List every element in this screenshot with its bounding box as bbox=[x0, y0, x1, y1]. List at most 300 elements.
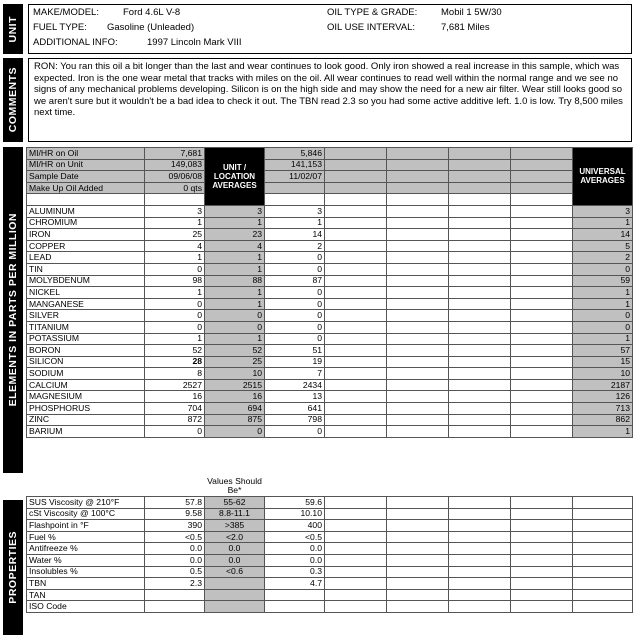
element-universal-average: 0 bbox=[573, 263, 633, 275]
empty-universal-cell bbox=[573, 566, 633, 578]
empty-sample-cell bbox=[449, 333, 511, 345]
empty-universal-cell bbox=[573, 520, 633, 532]
element-sample1-value: 1 bbox=[145, 287, 205, 299]
element-sample1-value: 16 bbox=[145, 391, 205, 403]
empty-sample-cell bbox=[325, 321, 387, 333]
property-sample2-value: <0.5 bbox=[265, 531, 325, 543]
property-sample1-value: 0.0 bbox=[145, 543, 205, 555]
empty-sample-cell bbox=[449, 287, 511, 299]
element-location-average: 52 bbox=[205, 345, 265, 357]
empty-sample-cell bbox=[449, 426, 511, 438]
element-sample2-value: 0 bbox=[265, 287, 325, 299]
property-name: Water % bbox=[27, 554, 145, 566]
empty-sample-cell bbox=[511, 217, 573, 229]
element-name: NICKEL bbox=[27, 287, 145, 299]
element-row bbox=[27, 229, 633, 241]
property-sample2-value: 400 bbox=[265, 520, 325, 532]
element-location-average: 0 bbox=[205, 310, 265, 322]
property-row bbox=[27, 601, 633, 613]
element-sample2-value: 0 bbox=[265, 333, 325, 345]
element-universal-average: 1 bbox=[573, 217, 633, 229]
info-row bbox=[27, 171, 633, 183]
empty-sample-cell bbox=[325, 310, 387, 322]
empty-sample-cell bbox=[387, 543, 449, 555]
empty-sample-cell bbox=[449, 171, 511, 183]
element-name: ALUMINUM bbox=[27, 205, 145, 217]
empty-sample-cell bbox=[449, 520, 511, 532]
empty-sample-cell bbox=[511, 182, 573, 194]
element-row bbox=[27, 252, 633, 264]
property-should-be-value bbox=[205, 578, 265, 590]
property-should-be-value: 8.8-11.1 bbox=[205, 508, 265, 520]
property-sample2-value bbox=[265, 601, 325, 613]
element-row bbox=[27, 426, 633, 438]
empty-sample-cell bbox=[449, 263, 511, 275]
element-location-average: 1 bbox=[205, 263, 265, 275]
empty-sample-cell bbox=[449, 159, 511, 171]
empty-sample-cell bbox=[449, 403, 511, 415]
element-row bbox=[27, 368, 633, 380]
empty-sample-cell bbox=[449, 275, 511, 287]
property-row bbox=[27, 554, 633, 566]
values-should-be-header: Values Should Be* bbox=[207, 476, 262, 495]
empty-sample-cell bbox=[387, 578, 449, 590]
element-name: TITANIUM bbox=[27, 321, 145, 333]
element-sample2-value: 0 bbox=[265, 263, 325, 275]
spacer-cell bbox=[265, 194, 325, 206]
header-spacer bbox=[265, 476, 325, 497]
empty-universal-cell bbox=[573, 601, 633, 613]
spacer-cell bbox=[449, 194, 511, 206]
empty-sample-cell bbox=[325, 520, 387, 532]
element-row bbox=[27, 287, 633, 299]
empty-sample-cell bbox=[449, 356, 511, 368]
empty-sample-cell bbox=[511, 263, 573, 275]
element-sample1-value: 704 bbox=[145, 403, 205, 415]
element-universal-average: 1 bbox=[573, 426, 633, 438]
element-row bbox=[27, 356, 633, 368]
empty-sample-cell bbox=[449, 566, 511, 578]
element-location-average: 88 bbox=[205, 275, 265, 287]
empty-sample-cell bbox=[325, 368, 387, 380]
empty-sample-cell bbox=[511, 229, 573, 241]
sample1-value: 149,083 bbox=[145, 159, 205, 171]
element-name: ZINC bbox=[27, 414, 145, 426]
info-label: MI/HR on Oil bbox=[27, 148, 145, 160]
empty-sample-cell bbox=[325, 148, 387, 160]
property-row bbox=[27, 508, 633, 520]
property-should-be-value bbox=[205, 601, 265, 613]
empty-universal-cell bbox=[573, 543, 633, 555]
empty-sample-cell bbox=[511, 240, 573, 252]
property-sample1-value: 0.5 bbox=[145, 566, 205, 578]
element-name: CALCIUM bbox=[27, 379, 145, 391]
element-row bbox=[27, 275, 633, 287]
property-sample2-value: 4.7 bbox=[265, 578, 325, 590]
empty-sample-cell bbox=[387, 159, 449, 171]
property-should-be-value: 0.0 bbox=[205, 554, 265, 566]
empty-sample-cell bbox=[387, 426, 449, 438]
empty-sample-cell bbox=[325, 171, 387, 183]
element-sample2-value: 798 bbox=[265, 414, 325, 426]
empty-sample-cell bbox=[325, 356, 387, 368]
properties-section-label: PROPERTIES bbox=[3, 500, 23, 635]
empty-sample-cell bbox=[387, 287, 449, 299]
element-row bbox=[27, 205, 633, 217]
empty-sample-cell bbox=[325, 298, 387, 310]
empty-sample-cell bbox=[511, 414, 573, 426]
element-universal-average: 0 bbox=[573, 321, 633, 333]
element-universal-average: 1 bbox=[573, 298, 633, 310]
empty-sample-cell bbox=[387, 171, 449, 183]
empty-sample-cell bbox=[511, 171, 573, 183]
element-universal-average: 2 bbox=[573, 252, 633, 264]
element-sample2-value: 13 bbox=[265, 391, 325, 403]
unit-location-averages-header: UNIT / LOCATION AVERAGES bbox=[205, 148, 265, 206]
sample2-value: 141,153 bbox=[265, 159, 325, 171]
element-sample1-value: 2527 bbox=[145, 379, 205, 391]
property-name: SUS Viscosity @ 210°F bbox=[27, 497, 145, 509]
empty-sample-cell bbox=[387, 368, 449, 380]
element-sample2-value: 7 bbox=[265, 368, 325, 380]
spacer-cell bbox=[27, 194, 145, 206]
empty-sample-cell bbox=[511, 531, 573, 543]
property-sample2-value: 10.10 bbox=[265, 508, 325, 520]
element-row bbox=[27, 333, 633, 345]
empty-sample-cell bbox=[325, 508, 387, 520]
empty-sample-cell bbox=[387, 229, 449, 241]
empty-sample-cell bbox=[449, 205, 511, 217]
property-should-be-value: <0.6 bbox=[205, 566, 265, 578]
empty-sample-cell bbox=[511, 554, 573, 566]
element-name: MAGNESIUM bbox=[27, 391, 145, 403]
element-sample2-value: 19 bbox=[265, 356, 325, 368]
element-sample2-value: 0 bbox=[265, 310, 325, 322]
empty-sample-cell bbox=[387, 263, 449, 275]
element-universal-average: 10 bbox=[573, 368, 633, 380]
additional-info-value: 1997 Lincoln Mark VIII bbox=[147, 37, 242, 48]
property-should-be-value: 0.0 bbox=[205, 543, 265, 555]
property-name: Insolubles % bbox=[27, 566, 145, 578]
empty-sample-cell bbox=[387, 298, 449, 310]
empty-sample-cell bbox=[511, 543, 573, 555]
element-name: IRON bbox=[27, 229, 145, 241]
empty-sample-cell bbox=[511, 356, 573, 368]
empty-sample-cell bbox=[325, 240, 387, 252]
element-sample1-value: 872 bbox=[145, 414, 205, 426]
additional-info-label: ADDITIONAL INFO: bbox=[33, 37, 118, 48]
empty-sample-cell bbox=[325, 403, 387, 415]
comments-box: RON: You ran this oil a bit longer than the last and wear continues to look good. Only iron showed a real increase in this sample, which was expected. Iron is the one wear metal that tracks with miles on the oil. All wear continues to read well within the normal range and we see no signs of any mechanical problems developing. Silicon is on the high side and may show the need for a new air filter. Wear still looks good so we aren't sure but it wouldn't be a bad idea to check it out. The TBN read 2.3 so you had some active additive left. 1.0 is low. Try 8,500 miles next time. bbox=[28, 58, 632, 142]
element-location-average: 1 bbox=[205, 287, 265, 299]
property-sample2-value: 0.0 bbox=[265, 543, 325, 555]
fuel-type-label: FUEL TYPE: bbox=[33, 22, 87, 33]
sample2-value: 11/02/07 bbox=[265, 171, 325, 183]
element-row bbox=[27, 217, 633, 229]
empty-sample-cell bbox=[511, 497, 573, 509]
empty-sample-cell bbox=[387, 508, 449, 520]
element-row bbox=[27, 345, 633, 357]
empty-sample-cell bbox=[449, 391, 511, 403]
empty-sample-cell bbox=[387, 252, 449, 264]
empty-sample-cell bbox=[387, 310, 449, 322]
empty-sample-cell bbox=[449, 182, 511, 194]
element-location-average: 3 bbox=[205, 205, 265, 217]
property-sample1-value: <0.5 bbox=[145, 531, 205, 543]
empty-sample-cell bbox=[325, 497, 387, 509]
element-location-average: 4 bbox=[205, 240, 265, 252]
property-row bbox=[27, 578, 633, 590]
sample1-value: 0 qts bbox=[145, 182, 205, 194]
empty-sample-cell bbox=[449, 217, 511, 229]
empty-sample-cell bbox=[449, 601, 511, 613]
empty-sample-cell bbox=[325, 287, 387, 299]
empty-universal-cell bbox=[573, 531, 633, 543]
empty-sample-cell bbox=[449, 379, 511, 391]
spacer-cell bbox=[387, 194, 449, 206]
element-row bbox=[27, 391, 633, 403]
element-sample2-value: 0 bbox=[265, 321, 325, 333]
info-row bbox=[27, 148, 633, 160]
empty-sample-cell bbox=[511, 520, 573, 532]
empty-sample-cell bbox=[325, 391, 387, 403]
info-label: Make Up Oil Added bbox=[27, 182, 145, 194]
element-sample2-value: 1 bbox=[265, 217, 325, 229]
element-name: SILICON bbox=[27, 356, 145, 368]
comments-section-label: COMMENTS bbox=[3, 58, 23, 142]
property-row bbox=[27, 531, 633, 543]
properties-table bbox=[26, 476, 633, 613]
element-location-average: 2515 bbox=[205, 379, 265, 391]
empty-sample-cell bbox=[511, 589, 573, 601]
element-location-average: 0 bbox=[205, 426, 265, 438]
empty-sample-cell bbox=[449, 578, 511, 590]
empty-sample-cell bbox=[325, 263, 387, 275]
empty-universal-cell bbox=[573, 578, 633, 590]
property-name: Fuel % bbox=[27, 531, 145, 543]
element-location-average: 875 bbox=[205, 414, 265, 426]
element-sample1-value: 1 bbox=[145, 217, 205, 229]
element-sample2-value: 0 bbox=[265, 252, 325, 264]
element-name: MOLYBDENUM bbox=[27, 275, 145, 287]
spacer-cell bbox=[145, 194, 205, 206]
element-name: LEAD bbox=[27, 252, 145, 264]
empty-sample-cell bbox=[511, 391, 573, 403]
element-location-average: 1 bbox=[205, 298, 265, 310]
empty-sample-cell bbox=[325, 601, 387, 613]
element-universal-average: 862 bbox=[573, 414, 633, 426]
empty-sample-cell bbox=[511, 578, 573, 590]
element-sample1-value: 28 bbox=[145, 356, 205, 368]
element-sample2-value: 3 bbox=[265, 205, 325, 217]
empty-sample-cell bbox=[387, 275, 449, 287]
empty-sample-cell bbox=[387, 321, 449, 333]
empty-sample-cell bbox=[325, 589, 387, 601]
property-row bbox=[27, 566, 633, 578]
element-location-average: 23 bbox=[205, 229, 265, 241]
property-name: TAN bbox=[27, 589, 145, 601]
element-universal-average: 59 bbox=[573, 275, 633, 287]
empty-sample-cell bbox=[449, 543, 511, 555]
empty-sample-cell bbox=[449, 298, 511, 310]
element-sample2-value: 51 bbox=[265, 345, 325, 357]
empty-sample-cell bbox=[387, 379, 449, 391]
empty-sample-cell bbox=[387, 356, 449, 368]
empty-sample-cell bbox=[325, 426, 387, 438]
header-spacer bbox=[325, 476, 387, 497]
element-universal-average: 126 bbox=[573, 391, 633, 403]
property-sample2-value: 0.0 bbox=[265, 554, 325, 566]
empty-sample-cell bbox=[511, 159, 573, 171]
property-sample2-value: 0.3 bbox=[265, 566, 325, 578]
element-row bbox=[27, 414, 633, 426]
element-name: PHOSPHORUS bbox=[27, 403, 145, 415]
element-universal-average: 14 bbox=[573, 229, 633, 241]
element-universal-average: 0 bbox=[573, 310, 633, 322]
empty-sample-cell bbox=[387, 205, 449, 217]
info-label: MI/HR on Unit bbox=[27, 159, 145, 171]
empty-sample-cell bbox=[325, 159, 387, 171]
empty-sample-cell bbox=[325, 333, 387, 345]
sample2-value bbox=[265, 182, 325, 194]
empty-sample-cell bbox=[387, 345, 449, 357]
spacer-cell bbox=[511, 194, 573, 206]
empty-sample-cell bbox=[387, 601, 449, 613]
empty-sample-cell bbox=[511, 368, 573, 380]
element-sample2-value: 0 bbox=[265, 298, 325, 310]
element-universal-average: 713 bbox=[573, 403, 633, 415]
make-model-label: MAKE/MODEL: bbox=[33, 7, 99, 18]
sample2-value: 5,846 bbox=[265, 148, 325, 160]
empty-sample-cell bbox=[449, 345, 511, 357]
element-sample2-value: 641 bbox=[265, 403, 325, 415]
spacer-cell bbox=[325, 194, 387, 206]
empty-sample-cell bbox=[511, 148, 573, 160]
element-universal-average: 2187 bbox=[573, 379, 633, 391]
property-sample2-value: 59.6 bbox=[265, 497, 325, 509]
empty-sample-cell bbox=[449, 497, 511, 509]
empty-sample-cell bbox=[449, 148, 511, 160]
empty-sample-cell bbox=[325, 554, 387, 566]
empty-sample-cell bbox=[449, 368, 511, 380]
oil-interval-label: OIL USE INTERVAL: bbox=[327, 22, 415, 33]
make-model-value: Ford 4.6L V-8 bbox=[123, 7, 181, 18]
empty-sample-cell bbox=[511, 426, 573, 438]
element-universal-average: 57 bbox=[573, 345, 633, 357]
empty-sample-cell bbox=[511, 379, 573, 391]
empty-sample-cell bbox=[325, 345, 387, 357]
empty-universal-cell bbox=[573, 589, 633, 601]
empty-sample-cell bbox=[449, 229, 511, 241]
property-name: Antifreeze % bbox=[27, 543, 145, 555]
property-should-be-value: 55-62 bbox=[205, 497, 265, 509]
element-location-average: 1 bbox=[205, 217, 265, 229]
element-universal-average: 5 bbox=[573, 240, 633, 252]
element-universal-average: 3 bbox=[573, 205, 633, 217]
info-label: Sample Date bbox=[27, 171, 145, 183]
property-row bbox=[27, 589, 633, 601]
empty-sample-cell bbox=[511, 345, 573, 357]
unit-info-box bbox=[28, 4, 632, 54]
property-name: TBN bbox=[27, 578, 145, 590]
element-row bbox=[27, 310, 633, 322]
sample1-value: 7,681 bbox=[145, 148, 205, 160]
empty-sample-cell bbox=[511, 205, 573, 217]
values-header-row bbox=[27, 476, 633, 497]
empty-sample-cell bbox=[511, 403, 573, 415]
element-location-average: 1 bbox=[205, 252, 265, 264]
element-location-average: 10 bbox=[205, 368, 265, 380]
property-sample2-value bbox=[265, 589, 325, 601]
property-row bbox=[27, 520, 633, 532]
element-location-average: 1 bbox=[205, 333, 265, 345]
element-sample1-value: 8 bbox=[145, 368, 205, 380]
property-name: ISO Code bbox=[27, 601, 145, 613]
element-universal-average: 1 bbox=[573, 333, 633, 345]
element-name: SILVER bbox=[27, 310, 145, 322]
empty-sample-cell bbox=[387, 414, 449, 426]
element-name: SODIUM bbox=[27, 368, 145, 380]
info-row bbox=[27, 159, 633, 171]
element-sample1-value: 1 bbox=[145, 333, 205, 345]
element-name: CHROMIUM bbox=[27, 217, 145, 229]
empty-sample-cell bbox=[387, 554, 449, 566]
empty-sample-cell bbox=[511, 508, 573, 520]
element-row bbox=[27, 321, 633, 333]
element-sample2-value: 87 bbox=[265, 275, 325, 287]
elements-table bbox=[26, 147, 633, 438]
element-location-average: 0 bbox=[205, 321, 265, 333]
element-row bbox=[27, 263, 633, 275]
header-spacer bbox=[449, 476, 511, 497]
property-should-be-value bbox=[205, 589, 265, 601]
element-row bbox=[27, 240, 633, 252]
empty-sample-cell bbox=[325, 205, 387, 217]
property-sample1-value: 390 bbox=[145, 520, 205, 532]
empty-sample-cell bbox=[387, 520, 449, 532]
empty-sample-cell bbox=[449, 589, 511, 601]
empty-sample-cell bbox=[387, 497, 449, 509]
empty-sample-cell bbox=[325, 414, 387, 426]
empty-sample-cell bbox=[387, 182, 449, 194]
elements-section-label: ELEMENTS IN PARTS PER MILLION bbox=[3, 147, 23, 473]
fuel-type-value: Gasoline (Unleaded) bbox=[107, 22, 195, 33]
empty-sample-cell bbox=[511, 252, 573, 264]
element-location-average: 25 bbox=[205, 356, 265, 368]
element-sample1-value: 25 bbox=[145, 229, 205, 241]
element-sample1-value: 4 bbox=[145, 240, 205, 252]
header-spacer bbox=[511, 476, 573, 497]
property-should-be-value: >385 bbox=[205, 520, 265, 532]
element-sample2-value: 2434 bbox=[265, 379, 325, 391]
element-location-average: 16 bbox=[205, 391, 265, 403]
empty-sample-cell bbox=[325, 531, 387, 543]
empty-sample-cell bbox=[387, 333, 449, 345]
empty-sample-cell bbox=[387, 391, 449, 403]
element-sample1-value: 98 bbox=[145, 275, 205, 287]
element-sample1-value: 0 bbox=[145, 298, 205, 310]
property-sample1-value: 0.0 bbox=[145, 554, 205, 566]
element-name: TIN bbox=[27, 263, 145, 275]
empty-sample-cell bbox=[511, 333, 573, 345]
empty-sample-cell bbox=[449, 252, 511, 264]
element-row bbox=[27, 403, 633, 415]
empty-universal-cell bbox=[573, 554, 633, 566]
element-location-average: 694 bbox=[205, 403, 265, 415]
element-sample2-value: 14 bbox=[265, 229, 325, 241]
element-sample2-value: 0 bbox=[265, 426, 325, 438]
element-sample2-value: 2 bbox=[265, 240, 325, 252]
